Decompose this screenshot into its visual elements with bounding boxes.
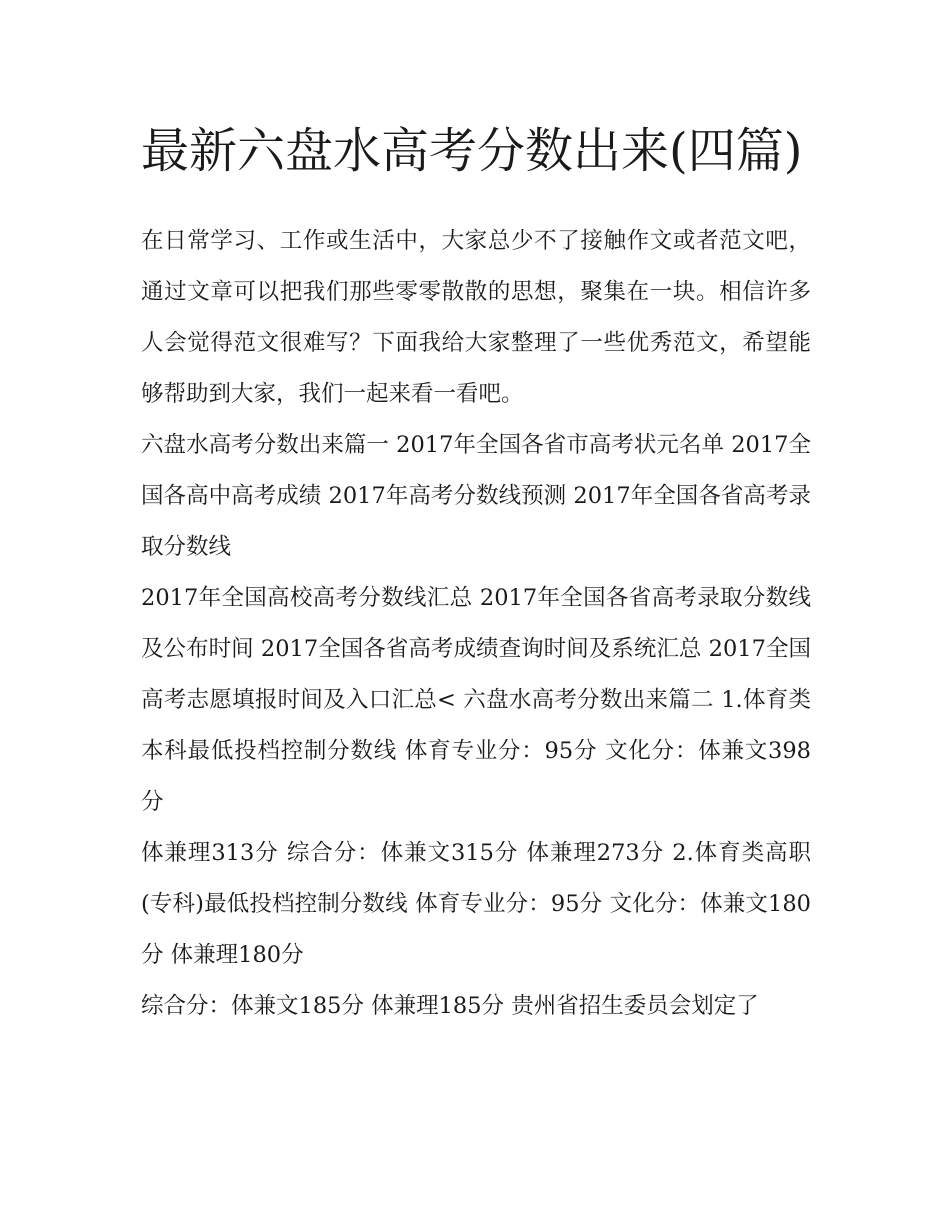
intro-paragraph: 在日常学习、工作或生活中，大家总少不了接触作文或者范文吧，通过文章可以把我们那些零零散散的思想，聚集在一块。相信许多人会觉得范文很难写？下面我给大家整理了一些优秀范文，希望能够帮助到大家，我们一起来看一看吧。 (141, 228, 811, 407)
document-title: 最新六盘水高考分数出来(四篇) (141, 123, 803, 179)
body-paragraph-4: 综合分：体兼文185分 体兼理185分 贵州省招生委员会划定了 (141, 993, 759, 1019)
body-paragraph-2: 2017年全国高校高考分数线汇总 2017年全国各省高考录取分数线及公布时间 2017全国各省高考成绩查询时间及系统汇总 2017全国高考志愿填报时间及入口汇总< 六盘水高考分数出来篇二 1.体育类本科最低投档控制分数线 体育专业分：95分 文化分：体兼文398分 (141, 585, 811, 815)
document-page (141, 114, 811, 1032)
body-paragraph-1: 六盘水高考分数出来篇一 2017年全国各省市高考状元名单 2017全国各高中高考成绩 2017年高考分数线预测 2017年全国各省高考录取分数线 (141, 432, 811, 560)
body-paragraph-3: 体兼理313分 综合分：体兼文315分 体兼理273分 2.体育类高职(专科)最低投档控制分数线 体育专业分：95分 文化分：体兼文180分 体兼理180分 (141, 840, 811, 968)
